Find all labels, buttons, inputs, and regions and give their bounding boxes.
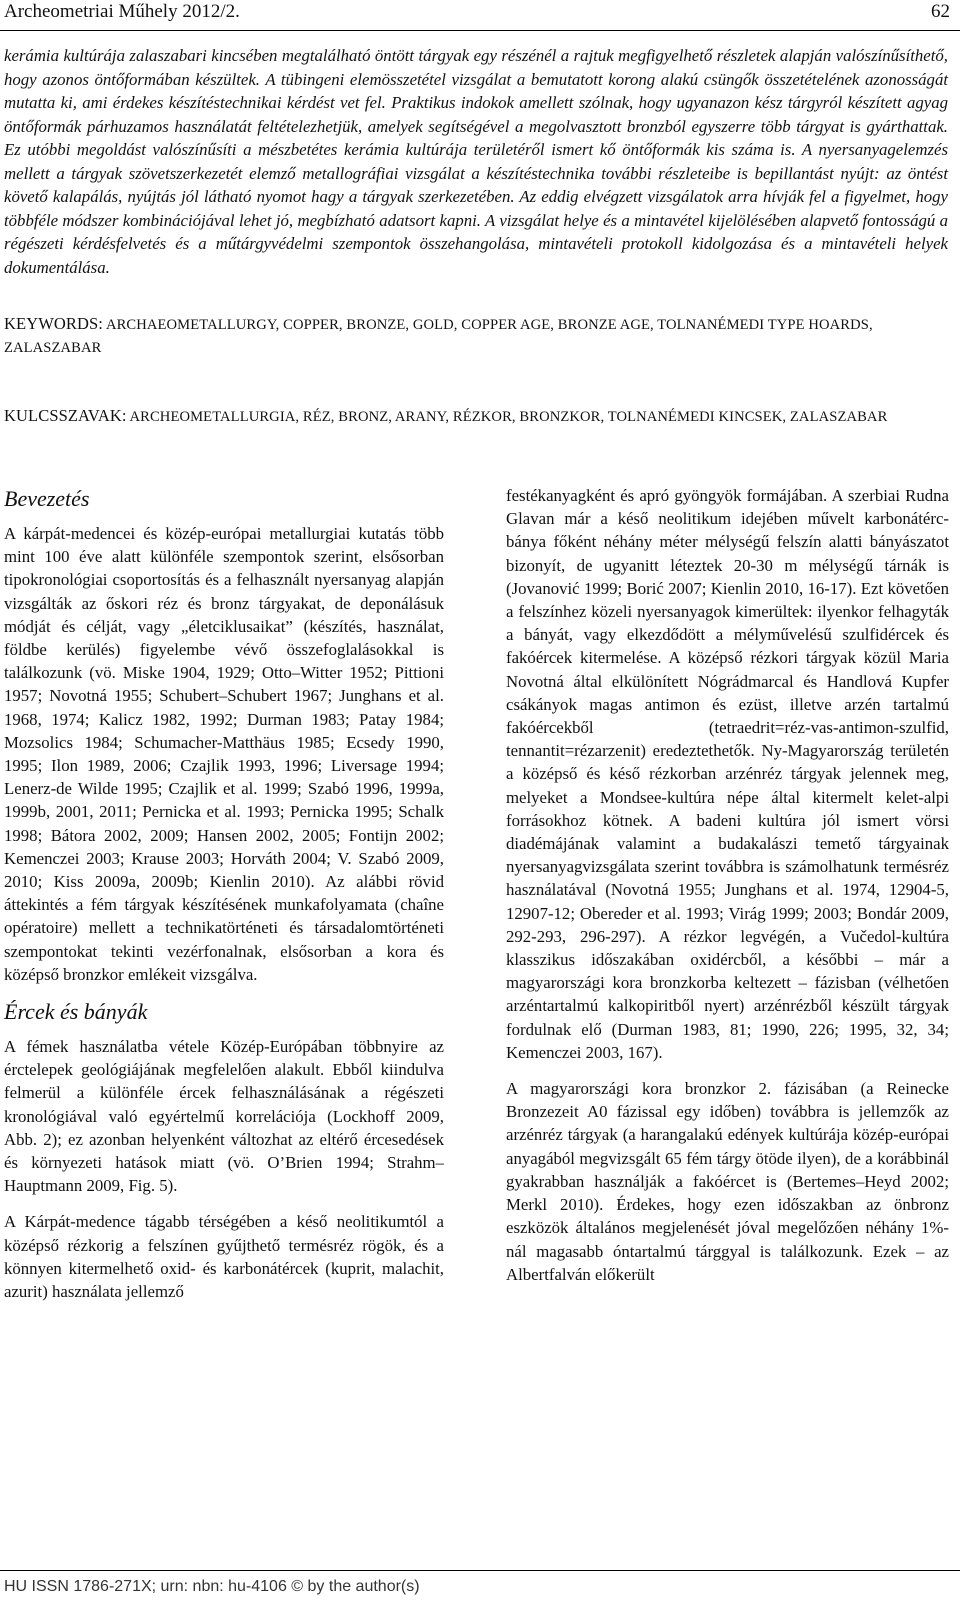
kulcsszavak-label: KULCSSZAVAK: (4, 406, 127, 425)
paragraph: A fémek használatba vétele Közép-Európában többnyire az érctelepek geológiájának megfelelően alakult. Ebből kiindulva felmerül a különféle ércek felhasználásának a régészeti kronológiával való egyértelmű korrelációja (Lockhoff 2009, Abb. 2); ez azonban helyenként változhat az eltérő ércesedések és környezeti hatások miatt (vö. O’Brien 1994; Strahm–Hauptmann 2009, Fig. 5). (4, 1037, 444, 1196)
header-rule (0, 30, 960, 31)
right-column (506, 484, 949, 1299)
footer-issn: HU ISSN 1786-271X; urn: nbn: hu-4106 © by the author(s) (4, 1578, 420, 1595)
page-header (0, 0, 960, 30)
section-heading-bevezetes: Bevezetés (4, 486, 90, 511)
abstract-text: kerámia kultúrája zalaszabari kincsében megtalálható öntött tárgyak egy részénél a rajtuk megfigyelhető részletek alapján valószínűsíthető, hogy azonos öntőformában készültek. A tübingeni elemösszetétel vizsgálat a bemutatott korong alakú csüngők összetételének azonosságát mutatta ki, ami érdekes készítéstechnikai kérdést vet fel. Praktikus indokok amellett szólnak, hogy ugyanazon kész tárgyról készített agyag öntőformák párhuzamos használatát feltételezhetjük, amelyek segítségével a megolvasztott bronzból egyszerre több tárgyat is gyárthattak. Ez utóbbi megoldást valószínűsíti a mészbetétes kerámia kultúrája területéről ismert kő öntőformák kis száma is. A nyersanyagelemzés mellett a tárgyak szövetszerkezetét elemző metallográfiai vizsgálat a készítéstechnika további részleteibe is bepillantást nyújt: az öntést követő kalapálás, nyújtás jól látható nyomot hagy a tárgyak szerkezetében. Az eddig elvégzett vizsgálatok arra hívják fel a figyelmet, hogy többféle módszer kombinációjával lehet jó, megbízható adatsort kapni. A vizsgálat helye és a mintavétel kijelölésében alapvető fontosságú a régészeti kérdésfelvetés és a műtárgyvédelmi szempontok összehangolása, mintavételi protokoll kidolgozása és a mintavételi helyek dokumentálása. (4, 46, 948, 277)
kulcsszavak-line (4, 404, 948, 429)
journal-title: Archeometriai Műhely 2012/2. (4, 1, 240, 22)
kulcsszavak-text: ARCHEOMETALLURGIA, RÉZ, BRONZ, ARANY, RÉZKOR, BRONZKOR, TOLNANÉMEDI KINCSEK, ZALASZABAR (129, 409, 888, 425)
paragraph: A kárpát-medencei és közép-európai metallurgiai kutatás több mint 100 éve alatt különféle szempontok szerint, elsősorban tipokronológiai csoportosítás és a felhasznált nyersanyag alapján vizsgálták az őskori réz és bronz tárgyakat, de deponálásuk módját és célját, vagy „életciklusaikat” (készítés, használat, földbe kerülés) figyelembe vévő összefoglalásokkal is találkozunk (vö. Miske 1904, 1929; Otto–Witter 1952; Pittioni 1957; Novotná 1955; Schubert–Schubert 1967; Junghans et al. 1968, 1974; Kalicz 1982, 1992; Durman 1983; Patay 1984; Mozsolics 1984; Schumacher-Matthäus 1985; Ecsedy 1990, 1995; Ilon 1989, 2006; Czajlik 1993, 1996; Liversage 1994; Lenerz-de Wilde 1995; Czajlik et al. 1999; Szabó 1996, 1999a, 1999b, 2001, 2011; Pernicka et al. 1993; Pernicka 1995; Schalk 1998; Bátora 2002, 2009; Hansen 2002, 2005; Fontijn 2002; Kemenczei 2003; Krause 2003; Horváth 2004; V. Szabó 2009, 2010; Kiss 2009a, 2009b; Kienlin 2010). Az alábbi rövid áttekintés a fém tárgyak készítésének munkafolyamata (chaîne opératoire) mellett a technikatörténeti és társadalomtörténeti szempontokat tekinti vezérfonalnak, elsősorban a kora és középső bronzkor emlékeit vizsgálva. (4, 524, 444, 984)
section-heading-ercek: Ércek és bányák (4, 999, 148, 1025)
page-number: 62 (931, 1, 950, 22)
left-column (4, 484, 444, 1316)
keywords-line (4, 312, 948, 360)
keywords-text: ARCHAEOMETALLURGY, COPPER, BRONZE, GOLD, COPPER AGE, BRONZE AGE, TOLNANÉMEDI TYPE HOARDS, ZALASZABAR (4, 317, 873, 356)
footer-rule (0, 1570, 960, 1571)
paragraph: A magyarországi kora bronzkor 2. fázisában (a Reinecke Bronzezeit A0 fázissal egy időben) továbbra is jellemzők az arzénréz tárgyak (a harangalakú edények kultúrája közép-európai anyagából megvizsgált 65 fém tárgy ötöde ilyen), de a korábbinál gyakrabban használják a fakóércet is (Bertemes–Heyd 2002; Merkl 2010). Érdekes, hogy ezen időszakban az önbronz eszközök általános megjelenését jóval megelőzően néhány 1%-nál magasabb óntartalmú tárggyal is találkozunk. Ezek – az Albertfalván előkerült (506, 1079, 949, 1284)
paragraph: festékanyagként és apró gyöngyök formájában. A szerbiai Rudna Glavan már a késő neolitikum idejében művelt karbonátérc-bánya főként néhány méter mélységű felszín alatti bányászatot bizonyít, de ugyanitt léteztek 20-30 m mélységű tárnák is (Jovanović 1999; Borić 2007; Kienlin 2010, 16-17). Ezt követően a felszínhez közeli nyersanyagok kimerültek: ilyenkor felhagyták a bányát, vagy elkezdődött a mélyművelésű szulfidércek és fakóércek kitermelése. A középső rézkori tárgyak közül Maria Novotná által elkülönített Nógrádmarcal és Handlová Kupfer csákányok magas antimon és ezüst, illetve arzén tartalmú fakóércekből (tetraedrit=réz-vas-antimon-szulfid, tennantit=rézarzenit) eredeztethetők. Ny-Magyarország területén a középső és késő rézkorban arzénréz tárgyak jelennek meg, melyeket a Mondsee-kultúra népe által kitermelt kelet-alpi forrásokhoz kötnek. A badeni kultúra jól ismert vörsi diadémájának valamint a budakalászi temető tárgyainak nyersanyagvizsgálata szerint továbbra is számolhatunk termésréz használatával (Novotná 1955; Junghans et al. 1974, 12904-5, 12907-12; Obereder et al. 1993; Virág 1999; 2003; Bondár 2009, 292-293, 296-297). A rézkor legvégén, a Vučedol-kultúra klasszikus időszakában oxidércből, a későbbi – már a magyarországi kora bronzkorba keltezett – fázisban (vélhetően arzéntartalmú kalkopiritből nyert) arzénrézből készült tárgyak fordulnak elő (Durman 1983, 81; 1990, 226; 1995, 32, 34; Kemenczei 2003, 167). (506, 486, 949, 1062)
keywords-label: KEYWORDS: (4, 314, 103, 333)
paragraph: A Kárpát-medence tágabb térségében a késő neolitikumtól a középső rézkorig a felszínen gyűjthető termésréz rögök, és a könnyen kitermelhető oxid- és karbonátércek (kuprit, malachit, azurit) használata jellemző (4, 1212, 444, 1302)
